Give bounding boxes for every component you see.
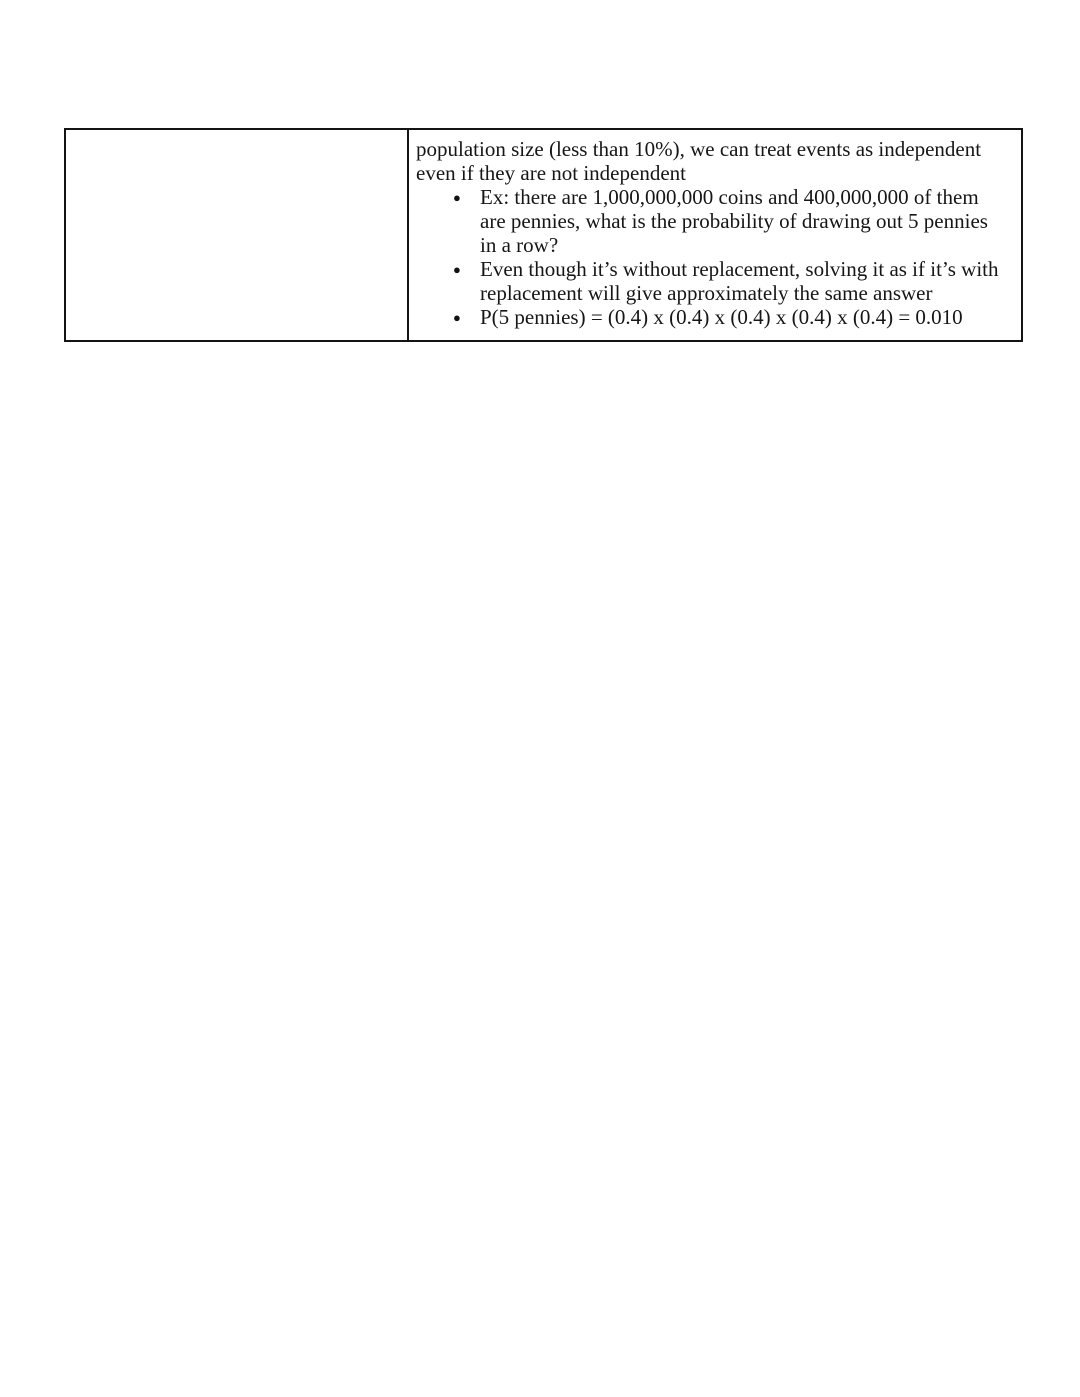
bullet-item-text: Even though it’s without replacement, solving it as if it’s with replacement will give approximately the same answer bbox=[480, 257, 999, 305]
table-cell-right bbox=[409, 130, 1021, 340]
list-item bbox=[416, 185, 1007, 257]
list-item bbox=[416, 257, 1007, 305]
bullet-icon: ● bbox=[453, 310, 461, 325]
bullet-list bbox=[416, 185, 1007, 329]
bullet-item-text: Ex: there are 1,000,000,000 coins and 400,000,000 of them are pennies, what is the probability of drawing out 5 pennies in a row? bbox=[480, 185, 988, 257]
bullet-icon: ● bbox=[453, 262, 461, 277]
list-item bbox=[416, 305, 1007, 329]
bullet-item-text: P(5 pennies) = (0.4) x (0.4) x (0.4) x (0.4) x (0.4) = 0.010 bbox=[480, 305, 963, 329]
table-cell-left bbox=[66, 130, 409, 340]
notes-table bbox=[64, 128, 1023, 342]
cell-paragraph: population size (less than 10%), we can treat events as independent even if they are not independent bbox=[416, 137, 982, 185]
bullet-icon: ● bbox=[453, 190, 461, 205]
